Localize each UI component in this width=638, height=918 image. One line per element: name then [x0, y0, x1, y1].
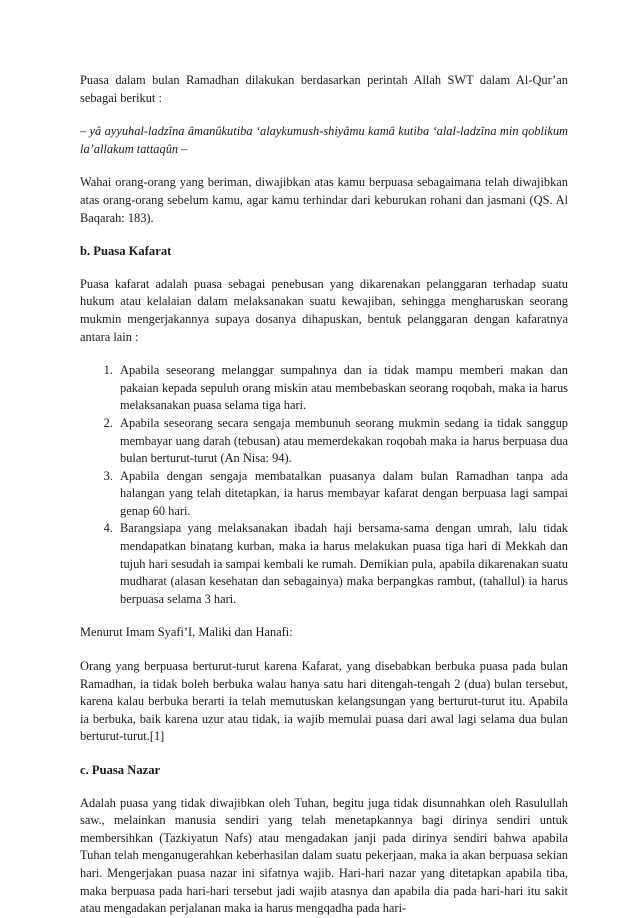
list-item: 4. Barangsiapa yang melaksanakan ibadah haji bersama-sama dengan umrah, lalu tidak mendapatkan binatang kurban, maka ia harus melakukan puasa tiga hari di Mekkah dan tujuh hari sesudah ia sampai kembali ke rumah. Demikian pula, apabila dikarenakan suatu mudharat (alasan kesehatan dan sebagainya) maka berpangkas rambut, (tahallul) ia harus berpuasa selama 3 hari. — [116, 520, 568, 608]
kafarat-list — [80, 362, 568, 608]
imam-line: Menurut Imam Syafi’I, Maliki dan Hanafi: — [80, 625, 293, 640]
translation-paragraph: Wahai orang-orang yang beriman, diwajibkan atas kamu berpuasa sebagaimana telah diwajibkan atas orang-orang sebelum kamu, agar kamu terhindar dari keburukan rohani dan jasmani (QS. Al Baqarah: 183). — [80, 175, 568, 225]
transliteration-paragraph: – yâ ayyuhal-ladzîna âmanûkutiba ‘alaykumush-shiyâmu kamâ kutiba ‘alal-ladzîna min qoblikum la’allakum tattaqûn – — [80, 124, 568, 156]
kafarat-paragraph: Puasa kafarat adalah puasa sebagai penebusan yang dikarenakan pelanggaran terhadap suatu hukum atau kelalaian dalam melaksanakan suatu kewajiban, sehingga mengharuskan seorang mukmin mengerjakannya supaya dosanya dihapuskan, bentuk pelanggaran dengan kafaratnya antara lain : — [80, 276, 568, 344]
document-page — [80, 72, 568, 918]
list-item: 2. Apabila seseorang secara sengaja membunuh seorang mukmin sedang ia tidak sanggup membayar uang darah (tebusan) atau memerdekakan roqobah maka ia harus berpuasa dua bulan berturut-turut (An Nisa: 94). — [116, 415, 568, 468]
list-item: 3. Apabila dengan sengaja membatalkan puasanya dalam bulan Ramadhan tanpa ada halangan yang telah ditetapkan, ia harus membayar kafarat dengan berpuasa lagi sampai genap 60 hari. — [116, 468, 568, 521]
intro-paragraph: Puasa dalam bulan Ramadhan dilakukan berdasarkan perintah Allah SWT dalam Al-Qur’an sebagai berikut : — [80, 73, 568, 105]
section-heading-nazar: c. Puasa Nazar — [80, 763, 161, 777]
nazar-paragraph: Adalah puasa yang tidak diwajibkan oleh Tuhan, begitu juga tidak disunnahkan oleh Rasulullah saw., melainkan manusia sendiri yang telah menetapkannya bagi dirinya sendiri untuk membersihkan (Tazkiyatun Nafs) atau mengadakan janji pada dirinya sendiri bahwa apabila Tuhan telah menganugerahkan keberhasilan dalam suatu pekerjaan, maka ia akan berpuasa sekian hari. Mengerjakan puasa nazar ini sifatnya wajib. Hari-hari nazar yang ditetapkan apabila tiba, maka berpuasa pada hari-hari tersebut jadi wajib atasnya dan apabila dia pada hari-hari itu sakit atau mengadakan perjalanan maka ia harus mengqadha pada hari- — [80, 795, 568, 916]
imam-paragraph: Orang yang berpuasa berturut-turut karena Kafarat, yang disebabkan berbuka puasa pada bulan Ramadhan, ia tidak boleh berbuka walau hanya satu hari ditengah-tengah 2 (dua) bulan tersebut, karena kalau berbuka berarti ia telah memutuskan kelangsungan yang berturut-turut itu. Apabila ia berbuka, baik karena uzur atau tidak, ia wajib memulai puasa dari awal lagi selama dua bulan berturut-turut.[1] — [80, 659, 568, 744]
section-heading-kafarat: b. Puasa Kafarat — [80, 244, 172, 259]
list-item: 1. Apabila seseorang melanggar sumpahnya dan ia tidak mampu memberi makan dan pakaian kepada sepuluh orang miskin atau membebaskan seorang roqobah, maka ia harus melaksanakan puasa selama tiga hari. — [116, 362, 568, 415]
